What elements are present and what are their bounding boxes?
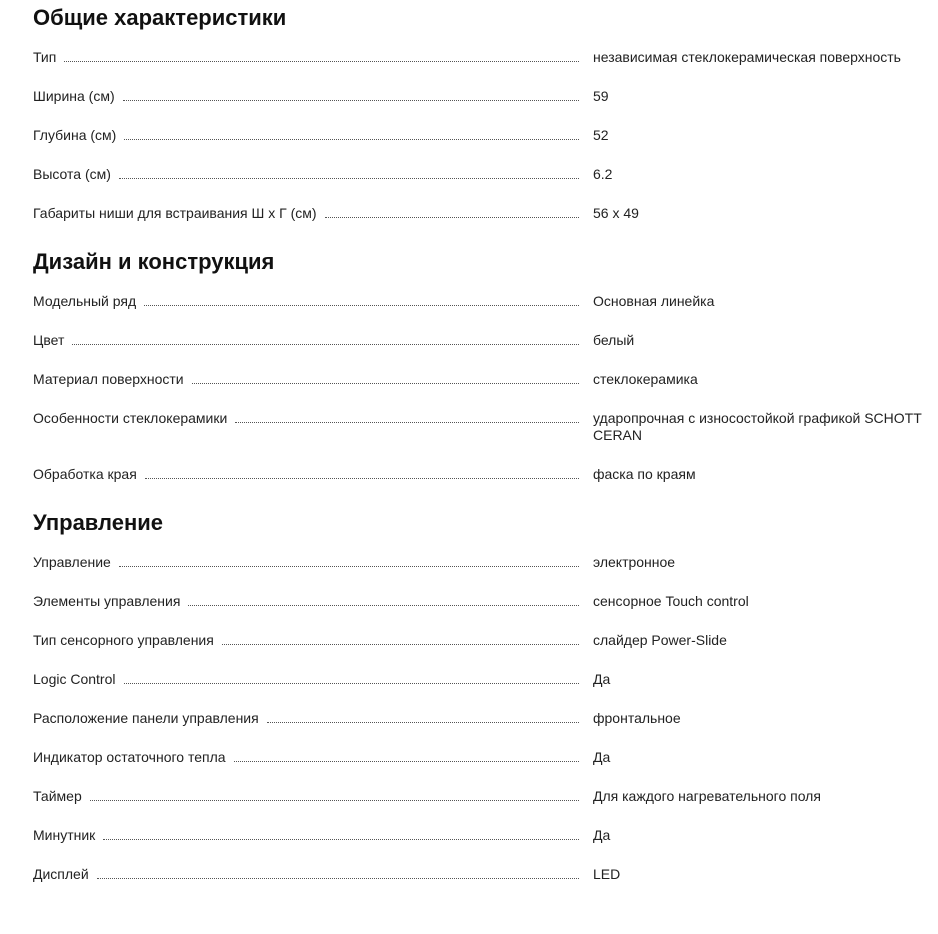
spec-label: Тип сенсорного управления xyxy=(33,632,214,648)
dotted-leader xyxy=(124,127,579,140)
spec-section xyxy=(33,249,923,483)
spec-section xyxy=(33,510,923,883)
spec-row xyxy=(33,371,923,388)
spec-value: фронтальное xyxy=(593,710,681,726)
spec-row xyxy=(33,88,923,105)
spec-value: Основная линейка xyxy=(593,293,715,309)
dotted-leader xyxy=(103,827,579,840)
spec-row xyxy=(33,827,923,844)
spec-row xyxy=(33,593,923,610)
spec-value: 56 x 49 xyxy=(593,205,639,221)
spec-label: Дисплей xyxy=(33,866,89,882)
spec-value: 52 xyxy=(593,127,609,143)
spec-row xyxy=(33,332,923,349)
dotted-leader xyxy=(64,49,579,62)
spec-row xyxy=(33,710,923,727)
spec-value: 6.2 xyxy=(593,166,613,182)
spec-value: Да xyxy=(593,671,611,687)
spec-label: Элементы управления xyxy=(33,593,181,609)
spec-value: стеклокерамика xyxy=(593,371,698,387)
spec-label: Материал поверхности xyxy=(33,371,184,387)
spec-label: Управление xyxy=(33,554,111,570)
dotted-leader xyxy=(90,788,579,801)
dotted-leader xyxy=(72,332,579,345)
spec-value: сенсорное Touch control xyxy=(593,593,749,609)
spec-row xyxy=(33,127,923,144)
spec-row xyxy=(33,293,923,310)
dotted-leader xyxy=(145,466,579,479)
spec-row xyxy=(33,205,923,222)
dotted-leader xyxy=(235,410,579,423)
dotted-leader xyxy=(188,593,579,606)
dotted-leader xyxy=(119,554,579,567)
section-title: Общие характеристики xyxy=(33,5,287,30)
spec-row xyxy=(33,788,923,805)
spec-label: Глубина (см) xyxy=(33,127,117,143)
spec-label: Минутник xyxy=(33,827,96,843)
spec-row xyxy=(33,632,923,649)
dotted-leader xyxy=(267,710,579,723)
dotted-leader xyxy=(123,88,579,101)
spec-row xyxy=(33,671,923,688)
dotted-leader xyxy=(119,166,579,179)
spec-label: Особенности стеклокерамики xyxy=(33,410,228,426)
spec-label: Logic Control xyxy=(33,671,116,687)
spec-row xyxy=(33,554,923,571)
spec-label: Индикатор остаточного тепла xyxy=(33,749,226,765)
spec-row xyxy=(33,866,923,883)
spec-label: Расположение панели управления xyxy=(33,710,259,726)
spec-label: Цвет xyxy=(33,332,65,348)
spec-value: белый xyxy=(593,332,635,348)
dotted-leader xyxy=(325,205,579,218)
spec-label: Ширина (см) xyxy=(33,88,115,104)
dotted-leader xyxy=(192,371,579,384)
spec-value: Да xyxy=(593,749,611,765)
spec-row xyxy=(33,49,923,66)
spec-label: Таймер xyxy=(33,788,82,804)
dotted-leader xyxy=(144,293,579,306)
spec-label: Модельный ряд xyxy=(33,293,137,309)
dotted-leader xyxy=(234,749,579,762)
spec-label: Габариты ниши для встраивания Ш x Г (см) xyxy=(33,205,317,221)
spec-value: ударопрочная с износостойкой графикой SCHOTT CERAN xyxy=(593,410,922,443)
spec-label: Высота (см) xyxy=(33,166,111,182)
spec-value: независимая стеклокерамическая поверхность xyxy=(593,49,901,65)
spec-row xyxy=(33,466,923,483)
spec-row xyxy=(33,410,923,444)
section-title: Управление xyxy=(33,510,164,535)
spec-value: Для каждого нагревательного поля xyxy=(593,788,821,804)
spec-label: Обработка края xyxy=(33,466,137,482)
spec-value: слайдер Power-Slide xyxy=(593,632,727,648)
spec-value: фаска по краям xyxy=(593,466,696,482)
spec-section xyxy=(33,5,923,222)
spec-value: электронное xyxy=(593,554,676,570)
spec-row xyxy=(33,749,923,766)
section-title: Дизайн и конструкция xyxy=(33,249,275,274)
spec-row xyxy=(33,166,923,183)
spec-value: 59 xyxy=(593,88,609,104)
spec-label: Тип xyxy=(33,49,57,65)
dotted-leader xyxy=(97,866,579,879)
spec-value: LED xyxy=(593,866,621,882)
spec-value: Да xyxy=(593,827,611,843)
dotted-leader xyxy=(222,632,579,645)
dotted-leader xyxy=(124,671,580,684)
